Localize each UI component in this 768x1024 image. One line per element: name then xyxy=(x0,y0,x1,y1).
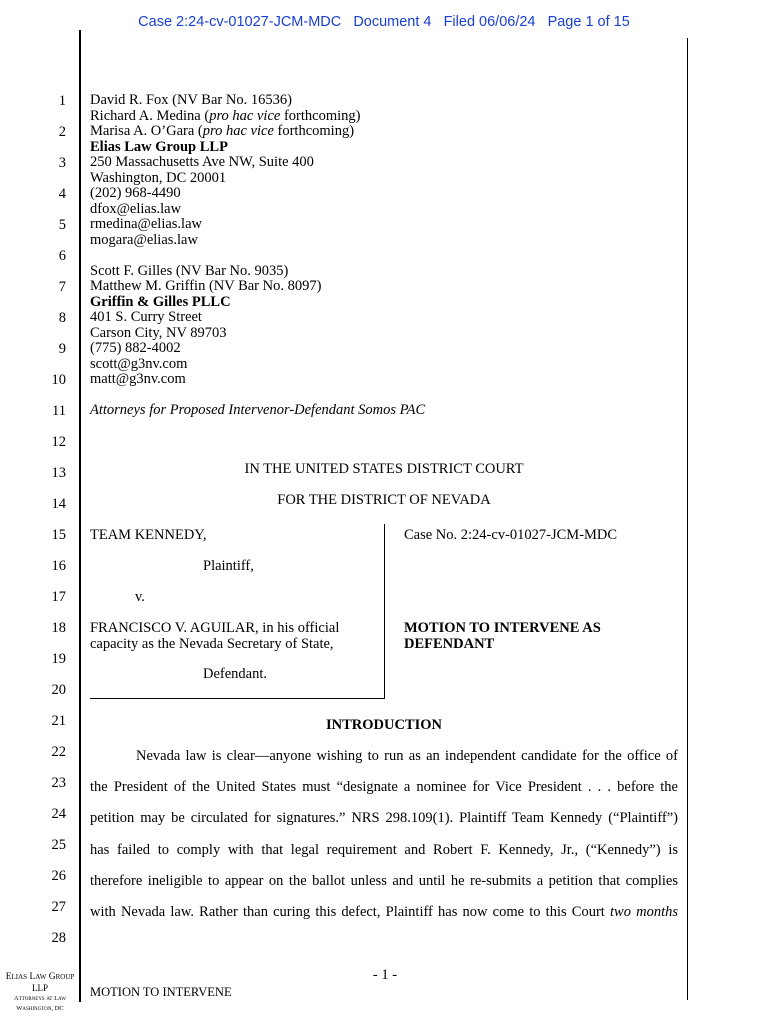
body-line: has failed to comply with that legal requirement and Robert F. Kennedy, Jr., (“Kennedy”) is xyxy=(90,841,678,858)
attorney-ogara-status: forthcoming) xyxy=(273,123,355,139)
footer-document-title: MOTION TO INTERVENE xyxy=(90,985,232,999)
pro-hac-vice-text: pro hac vice xyxy=(202,123,274,139)
page-number: - 1 - xyxy=(372,967,398,983)
case-header: Case 2:24-cv-01027-JCM-MDC Document 4 Filed 06/06/24 Page 1 of 15 xyxy=(138,14,630,30)
footer-firm-location: Washington, DC xyxy=(16,1005,64,1012)
pro-hac-vice-text: pro hac vice xyxy=(209,107,281,124)
line-number: 1 xyxy=(58,93,66,109)
body-line-last xyxy=(90,897,678,928)
line-number: 5 xyxy=(58,217,66,233)
line-number: 19 xyxy=(51,651,66,667)
line-number: 21 xyxy=(51,713,66,729)
defendant-role: Defendant. xyxy=(203,666,268,682)
body-line-italic: two months xyxy=(610,904,679,921)
attorney-ogara xyxy=(90,124,354,140)
line-number: 8 xyxy=(58,310,66,326)
line-number: 17 xyxy=(51,589,66,605)
plaintiff-name: TEAM KENNEDY, xyxy=(90,527,207,543)
firm-name-griffin: Griffin & Gilles PLLC xyxy=(90,293,231,310)
section-heading: INTRODUCTION xyxy=(325,717,442,733)
attorney-medina xyxy=(90,109,360,125)
firm-name-elias: Elias Law Group LLP xyxy=(90,138,228,155)
defendant-name-line2: capacity as the Nevada Secretary of State, xyxy=(90,635,334,652)
attorneys-for-line: Attorneys for Proposed Intervenor-Defendant Somos PAC xyxy=(90,402,426,418)
court-name: IN THE UNITED STATES DISTRICT COURT xyxy=(244,461,524,477)
line-number: 24 xyxy=(51,806,66,822)
line-number: 7 xyxy=(58,279,66,295)
line-number: 13 xyxy=(51,465,66,481)
line-number: 27 xyxy=(51,899,66,915)
line-number: 9 xyxy=(58,341,66,357)
email-griffin: matt@g3nv.com xyxy=(90,371,186,387)
versus-label: v. xyxy=(135,589,145,605)
line-number: 26 xyxy=(51,868,66,884)
firm-phone: (775) 882-4002 xyxy=(90,340,181,356)
firm-address-line1: 250 Massachusetts Ave NW, Suite 400 xyxy=(90,154,314,170)
body-line: Nevada law is clear—anyone wishing to run as an independent candidate for the office of xyxy=(136,748,678,764)
email-medina: rmedina@elias.law xyxy=(90,216,202,232)
body-line: petition may be circulated for signatures.” NRS 298.109(1). Plaintiff Team Kennedy (“Plaintiff”) xyxy=(90,810,678,827)
footer-firm-suffix: LLP xyxy=(31,983,48,993)
footer-firm-name: Elias Law Group xyxy=(5,972,75,982)
line-number: 12 xyxy=(51,434,66,450)
line-number: 22 xyxy=(51,744,66,760)
attorney-ogara-name: Marisa A. O’Gara ( xyxy=(90,123,203,139)
line-number: 3 xyxy=(58,155,66,171)
line-number: 4 xyxy=(58,186,66,202)
firm-address-line2: Carson City, NV 89703 xyxy=(90,324,227,341)
court-district: FOR THE DISTRICT OF NEVADA xyxy=(277,492,491,508)
body-line: the President of the United States must “designate a nominee for Vice President . . . before the xyxy=(90,779,678,796)
line-number: 6 xyxy=(58,248,66,264)
defendant-name-line1: FRANCISCO V. AGUILAR, in his official xyxy=(90,620,340,636)
line-number: 23 xyxy=(51,775,66,791)
line-number: 14 xyxy=(51,496,66,512)
line-number: 25 xyxy=(51,837,66,853)
firm-phone: (202) 968-4490 xyxy=(90,185,181,201)
line-number: 20 xyxy=(51,682,66,698)
email-gilles: scott@g3nv.com xyxy=(90,355,188,372)
attorney-medina-status: forthcoming) xyxy=(280,107,361,124)
body-line: therefore ineligible to appear on the ballot unless and until he re-submits a petition that complies xyxy=(90,872,678,889)
attorney-griffin: Matthew M. Griffin (NV Bar No. 8097) xyxy=(90,278,322,294)
email-ogara: mogara@elias.law xyxy=(90,231,198,248)
left-margin-rule xyxy=(79,30,81,1002)
email-fox: dfox@elias.law xyxy=(90,200,182,217)
line-number: 18 xyxy=(51,620,66,636)
motion-title-line1: MOTION TO INTERVENE AS xyxy=(404,620,601,636)
line-number: 15 xyxy=(51,527,66,543)
plaintiff-role: Plaintiff, xyxy=(203,558,254,574)
line-number: 28 xyxy=(51,930,66,946)
attorney-fox: David R. Fox (NV Bar No. 16536) xyxy=(90,92,292,108)
attorney-gilles: Scott F. Gilles (NV Bar No. 9035) xyxy=(90,262,289,279)
line-number: 16 xyxy=(51,558,66,574)
right-margin-rule xyxy=(687,38,688,1000)
footer-firm-tagline: Attorneys at Law xyxy=(14,995,66,1002)
line-number: 11 xyxy=(52,403,66,419)
line-number: 10 xyxy=(51,372,66,388)
case-number: Case No. 2:24-cv-01027-JCM-MDC xyxy=(404,527,618,543)
body-line-text: with Nevada law. Rather than curing this defect, Plaintiff has now come to this Court xyxy=(90,904,610,921)
firm-address-line2: Washington, DC 20001 xyxy=(90,169,227,186)
motion-title-line2: DEFENDANT xyxy=(404,635,495,652)
body-paragraph xyxy=(90,741,678,928)
attorney-medina-name: Richard A. Medina ( xyxy=(90,107,210,124)
firm-address-line1: 401 S. Curry Street xyxy=(90,309,202,325)
line-number: 2 xyxy=(58,124,66,140)
